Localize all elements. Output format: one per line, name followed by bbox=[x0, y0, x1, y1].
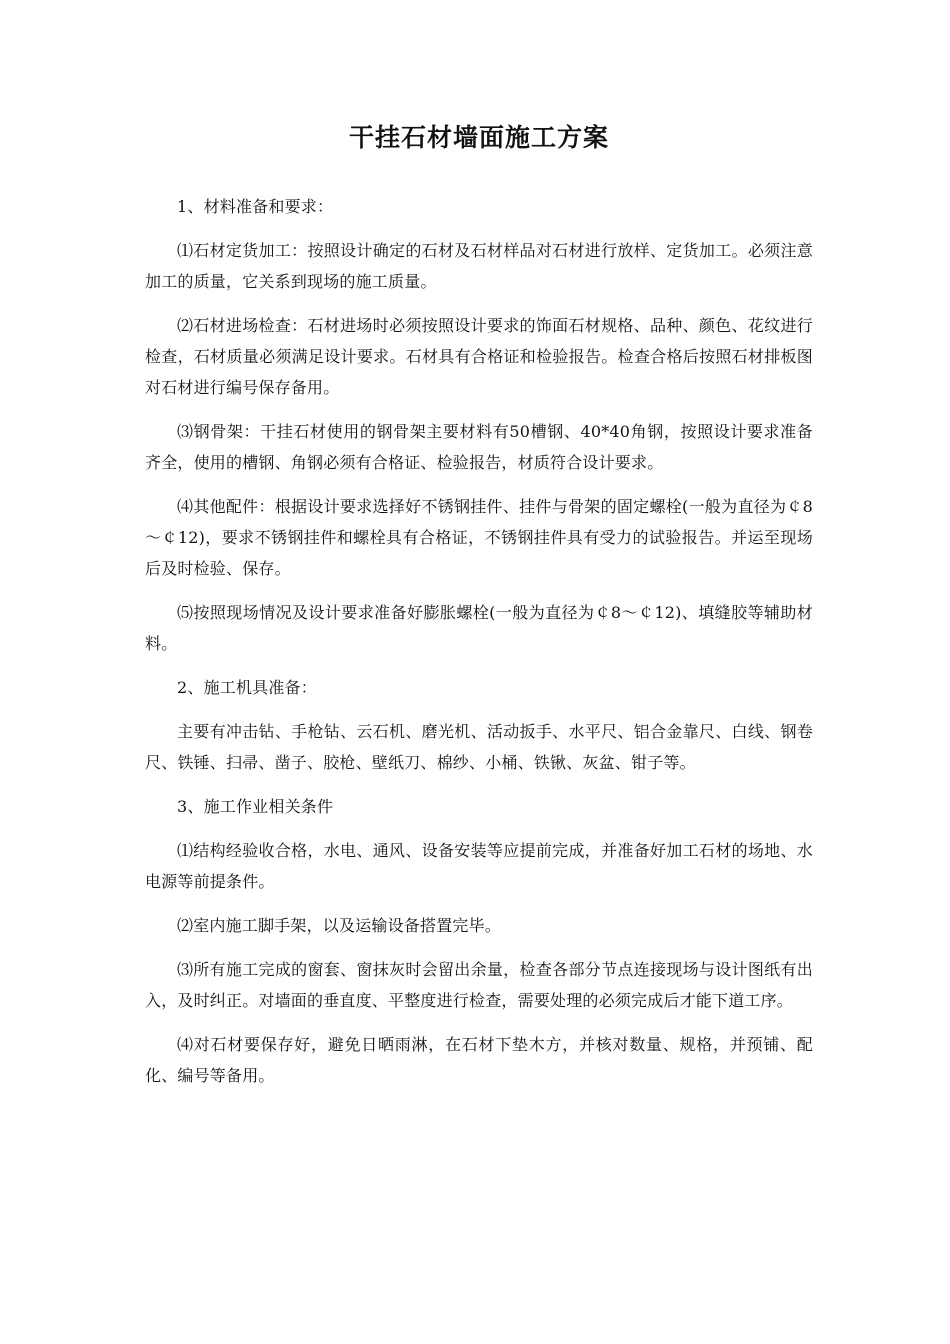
paragraph-window-check: ⑶所有施工完成的窗套、窗抹灰时会留出余量，检查各部分节点连接现场与设计图纸有出入，及时纠正。对墙面的垂直度、平整度进行检查，需要处理的必须完成后才能下道工序。 bbox=[145, 960, 813, 1010]
section-heading-tools: 2、施工机具准备： bbox=[177, 678, 317, 697]
paragraph-auxiliary-materials: ⑸按照现场情况及设计要求准备好膨胀螺栓(一般为直径为￠8～￠12)、填缝胶等辅助材料。 bbox=[145, 603, 813, 653]
paragraph-tool-list: 主要有冲击钻、手枪钻、云石机、磨光机、活动扳手、水平尺、铝合金靠尺、白线、钢卷尺、铁锤、扫帚、凿子、胶枪、壁纸刀、棉纱、小桶、铁锹、灰盆、钳子等。 bbox=[145, 722, 813, 772]
paragraph-stone-storage: ⑷对石材要保存好，避免日晒雨淋，在石材下垫木方，并核对数量、规格，并预铺、配化、编号等备用。 bbox=[145, 1035, 813, 1085]
paragraph-stone-ordering: ⑴石材定货加工：按照设计确定的石材及石材样品对石材进行放样、定货加工。必须注意加工的质量，它关系到现场的施工质量。 bbox=[145, 241, 813, 291]
document-title: 干挂石材墙面施工方案 bbox=[348, 123, 609, 152]
paragraph-scaffolding: ⑵室内施工脚手架，以及运输设备搭置完毕。 bbox=[177, 916, 502, 935]
document-page bbox=[145, 118, 813, 1104]
paragraph-other-fittings: ⑷其他配件：根据设计要求选择好不锈钢挂件、挂件与骨架的固定螺栓(一般为直径为￠8～￠12)，要求不锈钢挂件和螺栓具有合格证，不锈钢挂件具有受力的试验报告。并运至现场后及时检验、保存。 bbox=[145, 497, 813, 578]
section-heading-materials: 1、材料准备和要求： bbox=[177, 197, 334, 216]
paragraph-steel-frame: ⑶钢骨架：干挂石材使用的钢骨架主要材料有50槽钢、40*40角钢，按照设计要求准备齐全，使用的槽钢、角钢必须有合格证、检验报告，材质符合设计要求。 bbox=[145, 422, 813, 472]
paragraph-stone-inspection: ⑵石材进场检查：石材进场时必须按照设计要求的饰面石材规格、品种、颜色、花纹进行检查，石材质量必须满足设计要求。石材具有合格证和检验报告。检查合格后按照石材排板图对石材进行编号保存备用。 bbox=[145, 316, 813, 397]
section-heading-conditions: 3、施工作业相关条件 bbox=[177, 797, 334, 816]
paragraph-structure-acceptance: ⑴结构经验收合格，水电、通风、设备安装等应提前完成，并准备好加工石材的场地、水电源等前提条件。 bbox=[145, 841, 813, 891]
